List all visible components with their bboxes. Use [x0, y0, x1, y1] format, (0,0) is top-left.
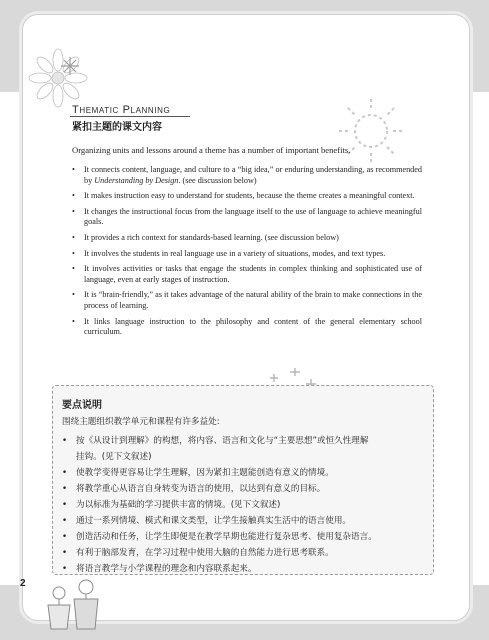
bullet-icon: •	[62, 436, 68, 446]
bullet-icon: •	[72, 290, 75, 300]
bullet-icon: •	[72, 316, 75, 326]
bullet-icon: •	[62, 516, 68, 526]
bullet-icon: •	[62, 548, 68, 558]
list-item: • It is “brain-friendly,” as it takes advantage of the natural ability of the brain to make connections in the process of learning.	[72, 290, 422, 310]
bullet-icon: •	[72, 191, 75, 201]
section-title: Thematic Planning	[72, 104, 171, 116]
bullet-icon: •	[72, 264, 75, 274]
bullet-icon: •	[72, 206, 75, 216]
list-item: • It makes instruction easy to understand for students, because the theme creates a meaningful context.	[72, 191, 415, 201]
bullet-icon: •	[62, 564, 68, 574]
small-flower-icon	[60, 56, 80, 76]
section-subtitle: 紧扣主题的课文内容	[72, 122, 162, 133]
title-divider	[70, 116, 190, 117]
bullet-icon: •	[62, 532, 68, 542]
summary-list	[62, 433, 422, 577]
bullet-icon: •	[62, 468, 68, 478]
list-item: • It changes the instructional focus from the language itself to the use of language to achieve meaningful goals.	[72, 206, 422, 227]
list-item: • 通过一系列情境、模式和课文类型，让学生接触真实生活中的语言使用。	[62, 513, 422, 529]
bullet-icon: •	[62, 484, 68, 494]
flower-pot-illustration-icon	[40, 575, 112, 633]
list-item: • 为以标准为基础的学习提供丰富的情境。(见下文叙述)	[62, 497, 422, 513]
list-item: • 有利于脑部发育，在学习过程中使用大脑的自然能力进行思考联系。	[62, 545, 422, 561]
list-item: • It involves activities or tasks that engage the students in complex thinking and sophisticated use of language, even at early stages of instruction.	[72, 264, 422, 284]
benefits-list	[72, 165, 422, 343]
bullet-icon: •	[72, 248, 75, 258]
bullet-icon: •	[72, 165, 75, 174]
list-item: • It connects content, language, and culture to a “big idea,” or enduring understanding, as recommended by Understanding by Design. (see discussion below)	[72, 165, 422, 185]
sun-doodle-icon	[335, 95, 407, 167]
book-title: Understanding by Design	[94, 175, 179, 185]
list-item: • It provides a rich context for standards-based learning. (see discussion below)	[72, 232, 339, 242]
list-item: • It links language instruction to the philosophy and content of the general elementary school curriculum.	[72, 316, 422, 337]
list-item: • 将教学重心从语言自身转变为语言的使用，以达到有意义的目标。	[62, 481, 422, 497]
bullet-icon: •	[72, 232, 75, 242]
summary-title: 要点说明	[62, 400, 102, 411]
list-item: • 使教学变得更容易让学生理解，因为紧扣主题能创造有意义的情境。	[62, 465, 422, 481]
list-item: • It involves the students in real language use in a variety of situations, modes, and text types.	[72, 248, 386, 258]
summary-intro: 围绕主题组织教学单元和课程有许多益处:	[62, 417, 220, 427]
page-number: 2	[20, 578, 26, 589]
list-item: • 将语言教学与小学课程的理念和内容联系起来。	[62, 561, 422, 577]
list-item: • 创造活动和任务，让学生即便是在教学早期也能进行复杂思考、使用复杂语言。	[62, 529, 422, 545]
intro-paragraph: Organizing units and lessons around a theme has a number of important benefits.	[72, 145, 351, 155]
list-item-continuation: 挂钩。(见下文叙述)	[76, 452, 152, 462]
list-item: • 按《从设计到理解》的构想，将内容、语言和文化与“主要思想”或恒久性理解	[62, 433, 422, 449]
bullet-icon: •	[62, 500, 68, 510]
